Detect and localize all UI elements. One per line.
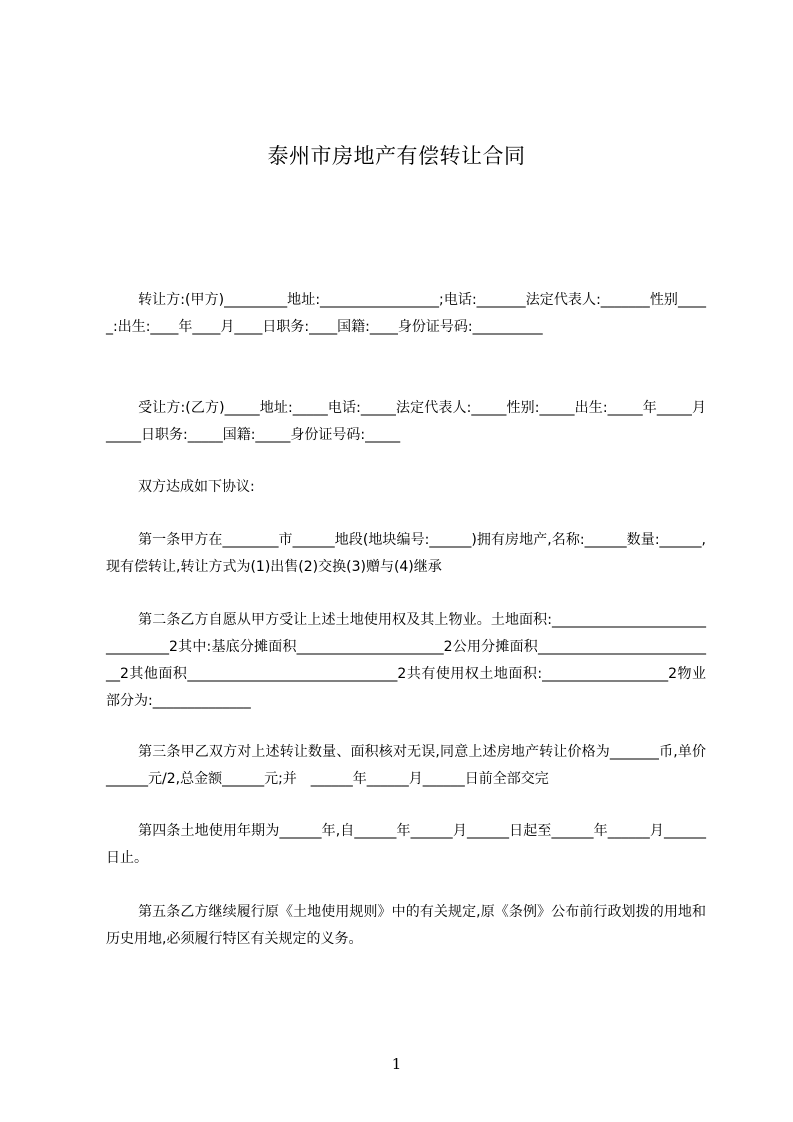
- article-4: [106, 818, 706, 872]
- paragraph-transferee: [106, 395, 706, 449]
- article-4-text: 第四条土地使用年期为______年,自______年______月______日起至______年______月______日止。: [106, 823, 706, 866]
- article-2: [106, 607, 706, 715]
- article-5: [106, 899, 706, 953]
- paragraph-transferor-text: 转让方:(甲方)_________地址:_________________;电话:_______法定代表人:_______性别_____:出生:____年____月____日职务:____国籍:____身份证号码:__________: [106, 292, 706, 335]
- paragraph-transferor: [106, 287, 706, 341]
- article-3-text: 第三条甲乙双方对上述转让数量、面积核对无误,同意上述房地产转让价格为_______币,单价______元/2,总金额______元;并 ______年______月______日前全部交完: [106, 744, 706, 787]
- paragraph-transferee-text: 受让方:(乙方)_____地址:_____电话:_____法定代表人:_____性别:_____出生:_____年_____月_____日职务:_____国籍:_____身份证号码:_____: [106, 400, 706, 443]
- article-5-text: 第五条乙方继续履行原《土地使用规则》中的有关规定,原《条例》公布前行政划拨的用地和历史用地,必须履行特区有关规定的义务。: [106, 904, 706, 947]
- article-1: [106, 527, 706, 581]
- paragraph-agreement-intro: [106, 474, 706, 501]
- article-2-text: 第二条乙方自愿从甲方受让上述土地使用权及其上物业。土地面积:_______________________________2其中:基底分摊面积_____________________2公用分摊面积__________________________2其他面积______________________________2共有使用权土地面积:__________________2物业部分为:______________: [106, 612, 706, 709]
- page-number: 1: [391, 1055, 402, 1073]
- document-title: 泰州市房地产有偿转让合同: [267, 144, 526, 168]
- paragraph-agreement-intro-text: 双方达成如下协议:: [138, 479, 255, 495]
- article-1-text: 第一条甲方在________市______地段(地块编号:______)拥有房地产,名称:______数量:______,现有偿转让,转让方式为(1)出售(2)交换(3)赠与(4)继承: [106, 532, 706, 575]
- article-3: [106, 739, 706, 793]
